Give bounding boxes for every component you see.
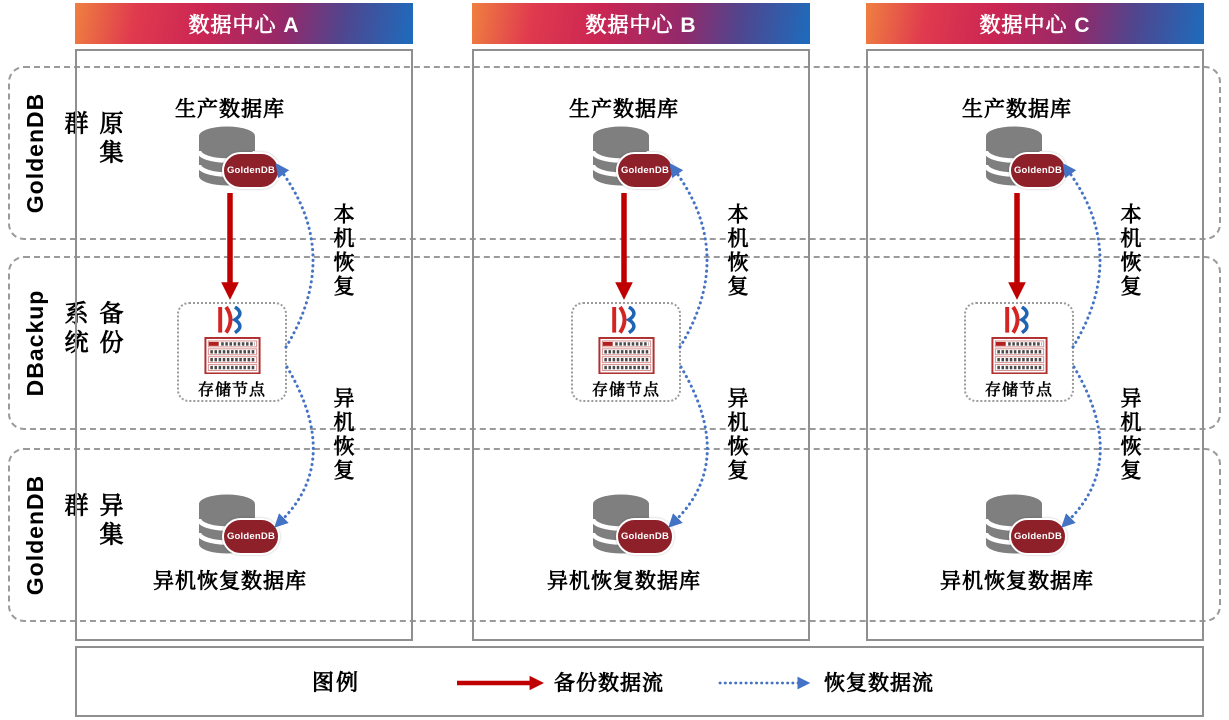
recovery-db-label: 异机恢复数据库 xyxy=(940,570,1094,593)
backup-flow-label: 备份数据流 xyxy=(554,671,664,695)
datacenter-a-header: 数据中心 A xyxy=(75,3,413,44)
datacenter-b-content xyxy=(454,0,794,650)
goldendb-badge: GoldenDB xyxy=(222,152,280,189)
dbackup-logo-icon xyxy=(1002,306,1036,334)
datacenter-c-header: 数据中心 C xyxy=(866,3,1204,44)
goldendb-badge: GoldenDB xyxy=(1009,152,1067,189)
storage-node-label: 存储节点 xyxy=(591,382,660,399)
recovery-db-label: 异机恢复数据库 xyxy=(153,570,307,593)
storage-node-box xyxy=(964,302,1074,402)
goldendb-badge: GoldenDB xyxy=(222,518,280,555)
datacenter-a-content xyxy=(60,0,400,650)
remote-recovery-label: 异机恢复 xyxy=(1118,387,1141,483)
goldendb-badge: GoldenDB xyxy=(616,518,674,555)
backup-flow-arrow-icon xyxy=(455,674,551,692)
legend-title: 图例 xyxy=(312,670,361,695)
local-recovery-label: 本机恢复 xyxy=(331,203,354,299)
band-label-chinese: 异集群 xyxy=(60,492,122,551)
band-label-chinese: 备份系统 xyxy=(60,300,122,359)
datacenter-c-content xyxy=(847,0,1187,650)
local-recovery-label: 本机恢复 xyxy=(725,203,748,299)
recovery-db-label: 异机恢复数据库 xyxy=(547,570,701,593)
band-label-latin: DBackup xyxy=(22,289,48,397)
production-db-label: 生产数据库 xyxy=(175,98,285,121)
production-db-label: 生产数据库 xyxy=(962,98,1072,121)
storage-node-label: 存储节点 xyxy=(984,382,1053,399)
storage-server-icon xyxy=(598,337,655,374)
legend-box xyxy=(75,646,1204,717)
storage-node-box xyxy=(571,302,681,402)
dbackup-logo-icon xyxy=(215,306,249,334)
storage-server-icon xyxy=(991,337,1048,374)
goldendb-badge: GoldenDB xyxy=(616,152,674,189)
remote-recovery-label: 异机恢复 xyxy=(331,387,354,483)
recovery-flow-label: 恢复数据流 xyxy=(824,671,934,695)
band-label-chinese: 原集群 xyxy=(60,110,122,169)
remote-recovery-label: 异机恢复 xyxy=(725,387,748,483)
band-label-latin: GoldenDB xyxy=(22,92,48,214)
storage-server-icon xyxy=(204,337,261,374)
local-recovery-label: 本机恢复 xyxy=(1118,203,1141,299)
production-db-label: 生产数据库 xyxy=(569,98,679,121)
band-label-latin: GoldenDB xyxy=(22,474,48,596)
storage-node-box xyxy=(177,302,287,402)
goldendb-badge: GoldenDB xyxy=(1009,518,1067,555)
dbackup-logo-icon xyxy=(609,306,643,334)
datacenter-b-header: 数据中心 B xyxy=(472,3,810,44)
recovery-flow-arrow-icon xyxy=(718,674,818,692)
storage-node-label: 存储节点 xyxy=(197,382,266,399)
